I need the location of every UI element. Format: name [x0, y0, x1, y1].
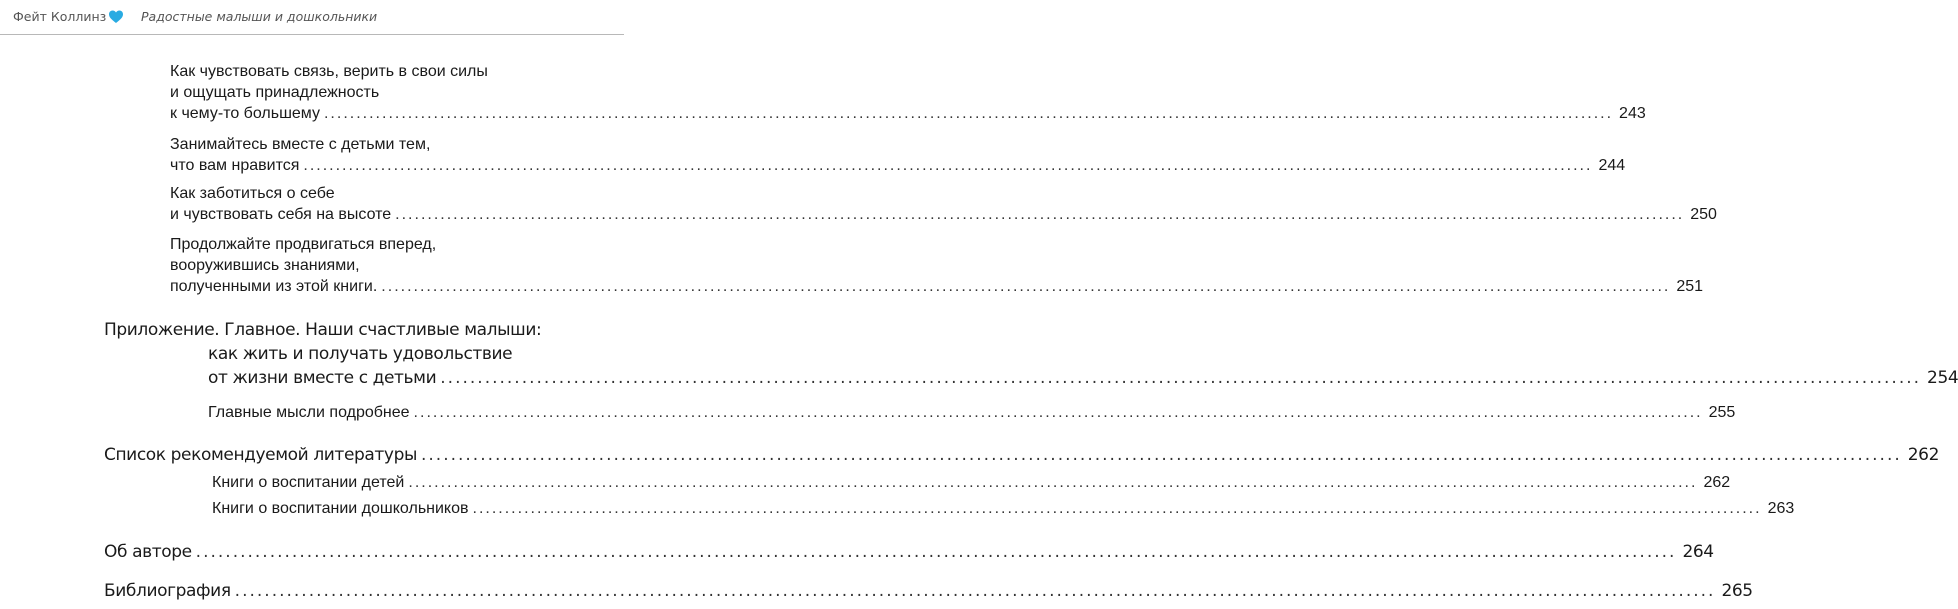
toc-entry-line: Список рекомендуемой литературы — [104, 445, 417, 465]
dot-leader: ........................................................................................................................................................................................................ — [408, 474, 1698, 491]
toc-entry-line: от жизни вместе с детьми — [208, 368, 437, 388]
dot-leader: ........................................................................................................................................................................................................ — [440, 368, 1922, 388]
toc-chapter-entry[interactable] — [104, 443, 1939, 467]
toc-entry[interactable] — [170, 61, 1646, 124]
toc-page-number: 265 — [1721, 581, 1753, 601]
toc-entry-line: и ощущать принадлежность — [170, 84, 380, 101]
toc-chapter-entry[interactable] — [104, 579, 1753, 603]
toc-page-number: 263 — [1767, 500, 1795, 517]
toc-entry-line: Как заботиться о себе — [170, 185, 335, 202]
toc-entry[interactable] — [170, 134, 1626, 176]
toc-entry-line: Продолжайте продвигаться вперед, — [170, 236, 437, 253]
toc-entry-line: и чувствовать себя на высоте — [170, 206, 392, 223]
running-header — [0, 0, 624, 35]
dot-leader: ........................................................................................................................................................................................................ — [420, 445, 1902, 465]
header-author: Фейт Коллинз — [13, 9, 107, 24]
dot-leader: ........................................................................................................................................................................................................ — [303, 157, 1593, 174]
dot-leader: ........................................................................................................................................................................................................ — [234, 581, 1716, 601]
toc-chapter-entry[interactable] — [104, 318, 1958, 390]
toc-page-number: 255 — [1708, 404, 1736, 421]
toc-entry[interactable] — [170, 183, 1717, 225]
toc-entry-line: вооружившись знаниями, — [170, 257, 360, 274]
toc-page-number: 251 — [1676, 278, 1704, 295]
toc-entry-line: Занимайтесь вместе с детьми тем, — [170, 136, 431, 153]
dot-leader: ........................................................................................................................................................................................................ — [472, 500, 1762, 517]
toc-page-number: 264 — [1682, 542, 1714, 562]
toc-entry-line: Об авторе — [104, 542, 192, 562]
toc-entry-line: полученными из этой книги. — [170, 278, 378, 295]
dot-leader: ........................................................................................................................................................................................................ — [323, 105, 1614, 122]
toc-page-number: 244 — [1598, 157, 1626, 174]
toc-page-number: 254 — [1927, 368, 1958, 388]
toc-page-number: 262 — [1907, 445, 1939, 465]
toc-entry[interactable] — [208, 402, 1736, 423]
heart-icon — [108, 9, 124, 25]
toc-entry-line: к чему-то большему — [170, 105, 320, 122]
toc-entry-line: Как чувствовать связь, верить в свои силы — [170, 63, 488, 80]
toc-entry-line: что вам нравится — [170, 157, 300, 174]
toc-entry-line: Главные мысли подробнее — [208, 404, 410, 421]
toc-entry[interactable] — [212, 472, 1731, 493]
toc-entry-line: как жить и получать удовольствие — [208, 344, 513, 364]
toc-entry-line: Книги о воспитании детей — [212, 474, 405, 491]
dot-leader: ........................................................................................................................................................................................................ — [195, 542, 1677, 562]
toc-entry-line: Книги о воспитании дошкольников — [212, 500, 469, 517]
dot-leader: ........................................................................................................................................................................................................ — [413, 404, 1703, 421]
toc-entry-line: Приложение. Главное. Наши счастливые малыши: — [104, 320, 542, 340]
dot-leader: ........................................................................................................................................................................................................ — [395, 206, 1685, 223]
toc-entry[interactable] — [170, 234, 1704, 297]
toc-chapter-entry[interactable] — [104, 540, 1714, 564]
toc-entry-line: Библиография — [104, 581, 231, 601]
dot-leader: ........................................................................................................................................................................................................ — [381, 278, 1671, 295]
toc-page-number: 262 — [1703, 474, 1731, 491]
toc-page-number: 243 — [1619, 105, 1646, 122]
toc-page-number: 250 — [1690, 206, 1717, 223]
header-book-title: Радостные малыши и дошкольники — [141, 9, 378, 24]
toc-entry[interactable] — [212, 498, 1795, 519]
